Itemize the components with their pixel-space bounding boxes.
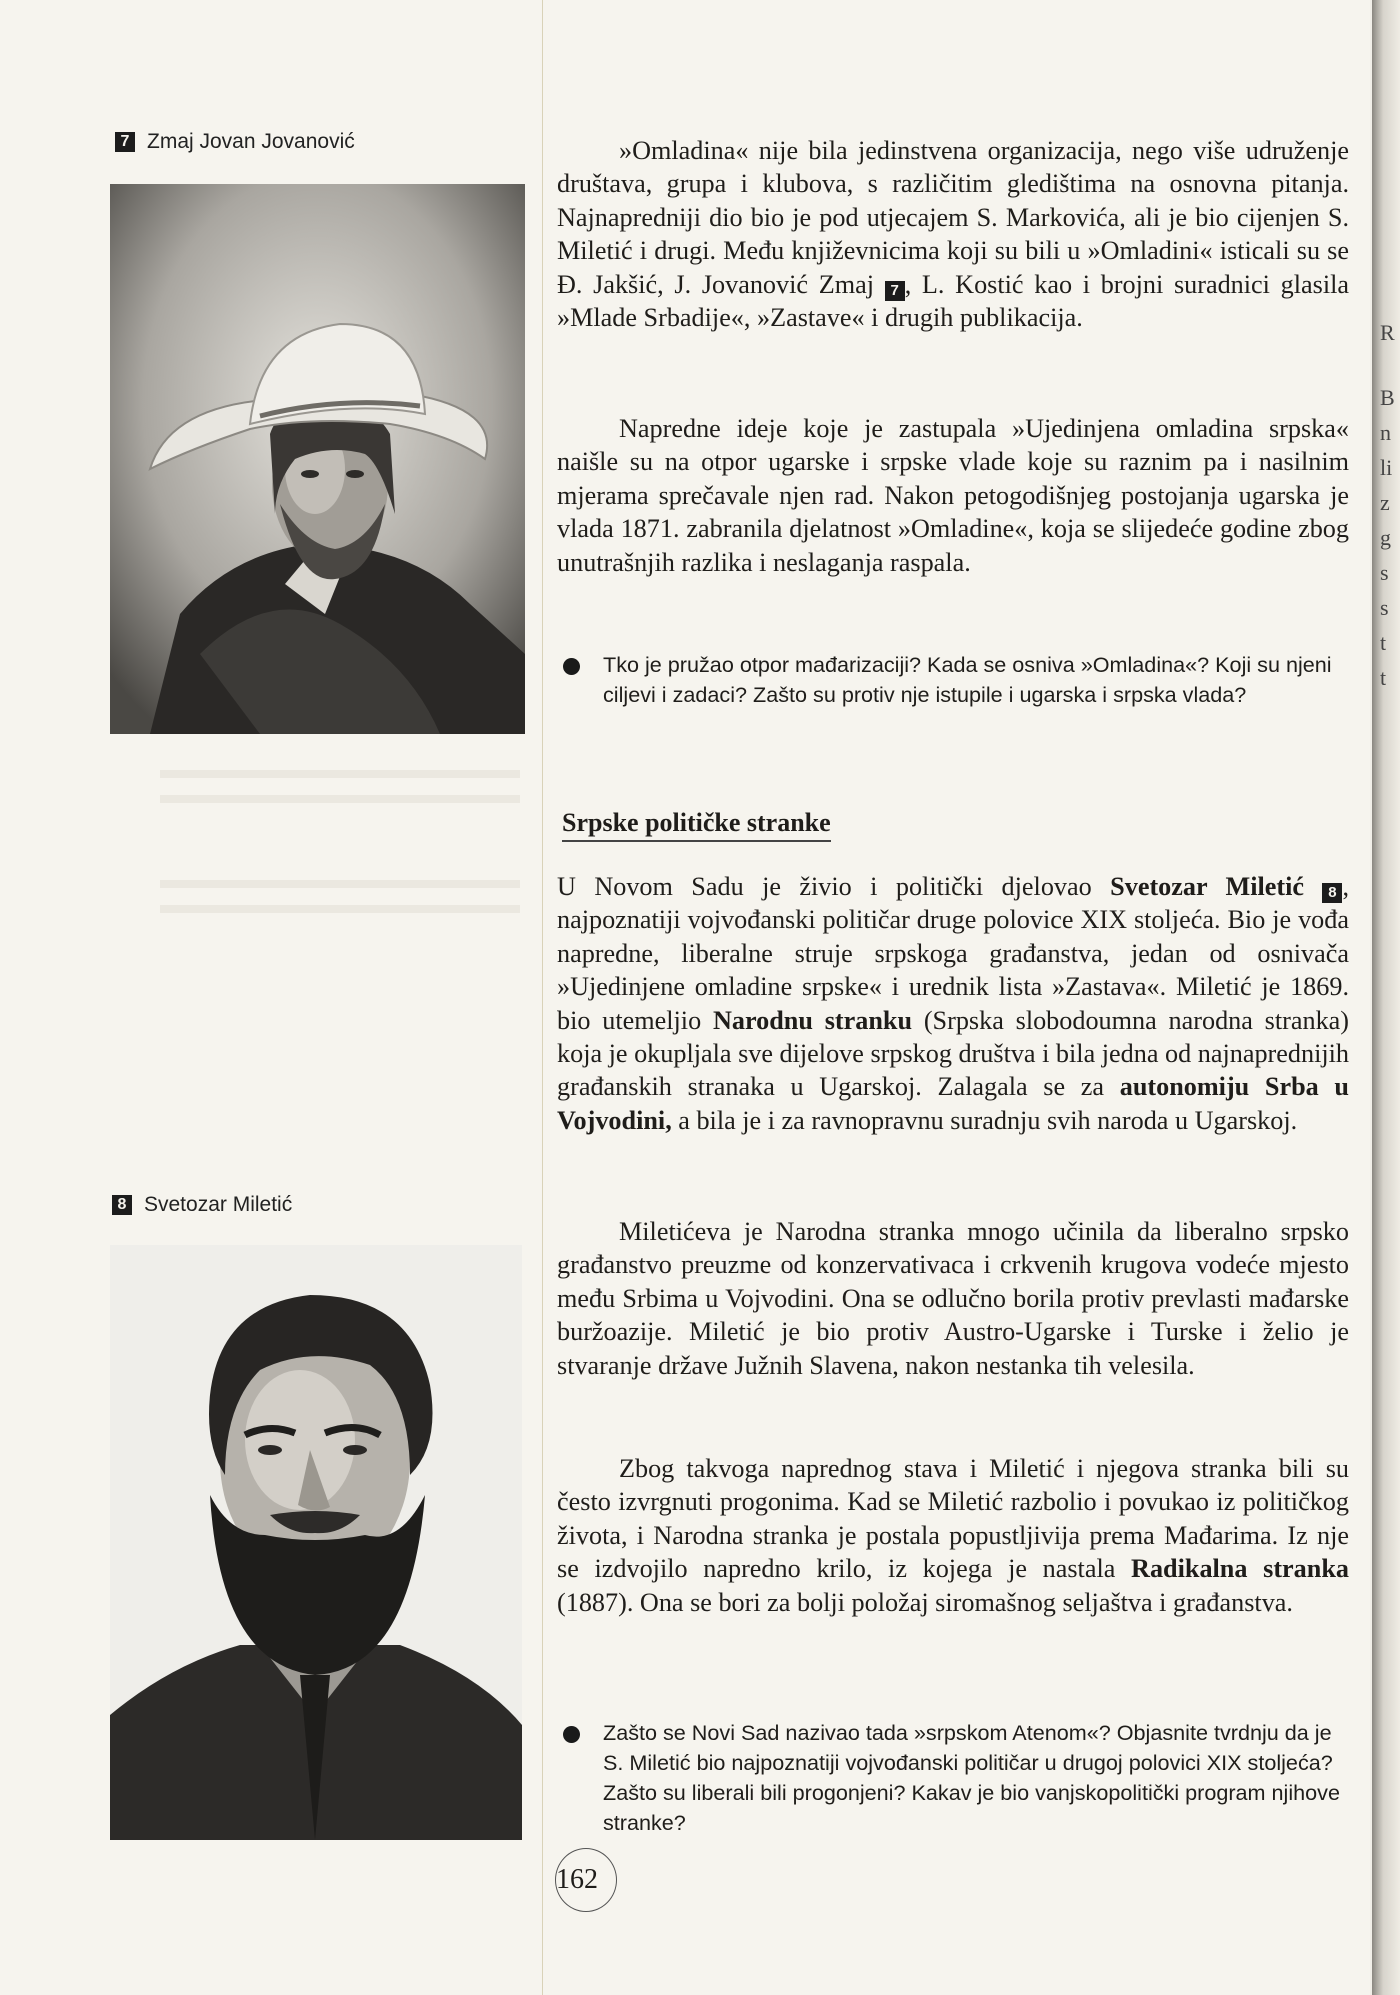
next-page-fragment: li (1380, 455, 1393, 480)
question-text: Zašto se Novi Sad nazivao tada »srpskom Atenom«? Objasnite tvrdnju da je S. Miletić bio najpoznatiji vojvođanski političar u drugoj polovici XIX stoljeća? Zašto su liberali bili progonjeni? Kakav je bio vanjskopolitički program njihove stranke? (603, 1720, 1340, 1835)
section-heading: Srpske političke stranke (562, 808, 831, 842)
caption-text: Zmaj Jovan Jovanović (147, 130, 355, 153)
paragraph-radikalna-stranka (557, 1452, 1349, 1619)
bullet-icon (563, 658, 580, 675)
figure-number-badge: 7 (115, 132, 135, 152)
figure-reference-7: 7 (885, 281, 905, 301)
figure-number-badge: 8 (112, 1195, 132, 1215)
bold-term: Svetozar Miletić (1110, 872, 1305, 901)
paragraph-miletic-intro (557, 870, 1349, 1137)
caption-text: Svetozar Miletić (144, 1193, 293, 1216)
show-through-line (160, 880, 520, 888)
bold-term: Narodnu stranku (712, 1005, 913, 1035)
figure-reference-8: 8 (1322, 883, 1342, 903)
next-page-fragment: t (1380, 630, 1387, 655)
text-span: , L. Kostić kao i brojni suradnici glasila »Mlade Srbadije«, »Zastave« i drugih publikacija. (557, 269, 1350, 333)
paragraph-narodna-stranka (557, 1215, 1349, 1382)
text-span: (Srpska slobodoumna narodna stranka) koja je okupljala sve dijelove srpskog društva i bila jedna od najnaprednijih građanskih stranaka u Ugarskoj. Zalagala se za (557, 1005, 1350, 1102)
next-page-fragment: g (1380, 525, 1391, 550)
caption-zmaj (115, 130, 355, 154)
portrait-zmaj-jovan-jovanovic (110, 184, 525, 734)
bold-term: Radikalna stranka (1131, 1554, 1349, 1584)
bold-term: autonomiju Srba u Vojvodini, (557, 1072, 1349, 1135)
paragraph-omladina-intro (557, 134, 1349, 334)
next-page-fragment: B (1380, 385, 1395, 410)
portrait-svetozar-miletic (110, 1245, 522, 1840)
next-page-fragment: s (1380, 595, 1389, 620)
show-through-line (160, 795, 520, 803)
show-through-line (160, 770, 520, 778)
bullet-icon (563, 1726, 580, 1743)
review-question-2 (563, 1718, 1351, 1838)
next-page-fragment: R (1380, 320, 1395, 345)
text-span: a bila je i za ravnopravnu suradnju svih naroda u Ugarskoj. (671, 1105, 1298, 1135)
next-page-fragment: s (1380, 560, 1389, 585)
paragraph-text: Napredne ideje koje je zastupala »Ujedinjena omladina srpska« naišle su na otpor ugarske i srpske vlade koje su raznim pa i nasilnim mjerama sprečavale njen rad. Nakon petogodišnjeg postojanja ugarska je vlada 1871. zabranila djelatnost »Omladine«, koja se slijedeće godine zbog unutrašnjih razlika i neslaganja raspala. (557, 414, 1349, 577)
show-through-line (160, 905, 520, 913)
text-span: Zbog takvoga naprednog stava i Miletić i njegova stranka bili su često izvrgnuti progonima. Kad se Miletić razbolio i povukao iz političkog života, i Narodna stranka je postala popustljivija prema Mađarima. Iz nje se izdvojilo napredno krilo, iz kojega je nastala (557, 1454, 1349, 1584)
text-span: , najpoznatiji vojvođanski političar druge polovice XIX stoljeća. Bio je vođa napredne, liberalne struje srpskoga građanstva, jedan od osnivača »Ujedinjene omladine srpske« i urednik lista »Zastava«. Miletić je 1869. bio utemeljio (557, 872, 1350, 1035)
next-page-fragment: z (1380, 490, 1390, 515)
text-span: U Novom Sadu je živio i politički djelovao (557, 872, 1111, 901)
caption-miletic (112, 1193, 292, 1217)
next-page-edge (1372, 0, 1400, 1995)
column-divider (542, 0, 543, 1995)
text-span: (1887). Ona se bori za bolji položaj siromašnog seljaštva i građanstva. (557, 1587, 1293, 1617)
review-question-1 (563, 650, 1351, 710)
page-number: 162 (556, 1864, 598, 1895)
question-text: Tko je pružao otpor mađarizaciji? Kada se osniva »Omladina«? Koji su njeni ciljevi i zadaci? Zašto su protiv nje istupile i ugarska i srpska vlada? (603, 652, 1332, 707)
paragraph-text: Miletićeva je Narodna stranka mnogo učinila da liberalno srpsko građanstvo preuzme od konzervativaca i crkvenih krugova vodeće mjesto među Srbima u Vojvodini. Ona se odlučno borila protiv prevlasti mađarske buržoazije. Miletić je bio protiv Austro-Ugarske i Turske i želio je stvaranje države Južnih Slavena, nakon nestanka tih velesila. (557, 1217, 1349, 1380)
text-span: »Omladina« nije bila jedinstvena organizacija, nego više udruženje društava, grupa i klubova, s različitim gledištima na osnovna pitanja. Najnapredniji dio bio je pod utjecajem S. Markovića, ali je bio cijenjen S. Miletić i drugi. Među književnicima koji su bili u »Omladini« isticali su se Đ. Jakšić, J. Jovanović Zmaj (557, 136, 1349, 299)
next-page-fragment: n (1380, 420, 1391, 445)
next-page-fragment: t (1380, 665, 1387, 690)
paragraph-omladina-ban (557, 412, 1349, 579)
